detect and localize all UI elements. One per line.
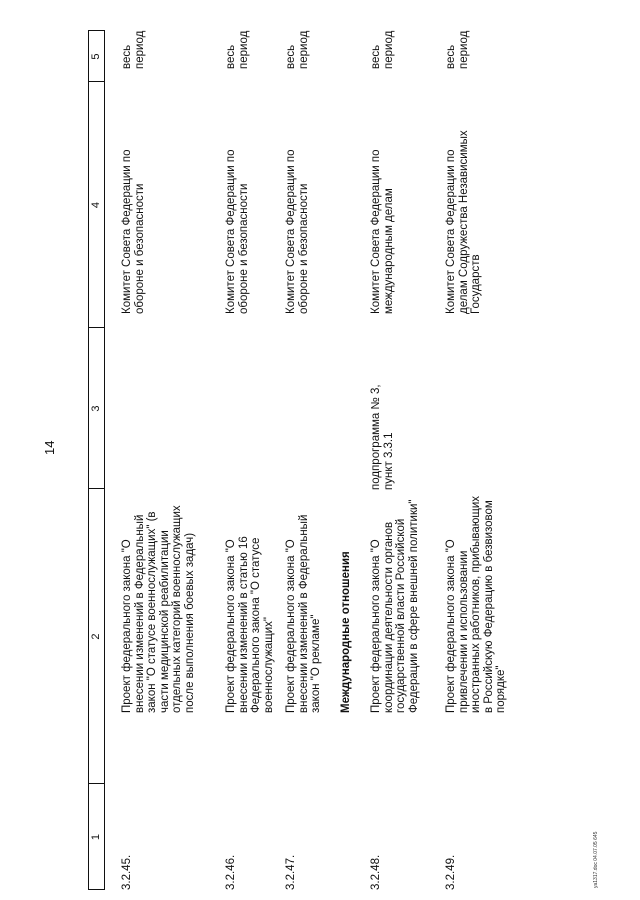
row-committee: Комитет Совета Федерации по международным делам <box>370 149 395 314</box>
row-number: 3.2.47. <box>285 854 297 890</box>
header-col-1: 1 <box>90 833 102 841</box>
section-heading: Международные отношения <box>340 551 352 713</box>
row-committee: Комитет Совета Федерации по обороне и безопасности <box>285 149 310 314</box>
row-number: 3.2.45. <box>121 854 133 890</box>
row-committee: Комитет Совета Федерации по делам Содружества Независимых Государств <box>445 130 482 314</box>
header-top-line <box>88 30 89 890</box>
row-period: весь период <box>285 30 310 69</box>
footer-code: ya1317.doc 04.07.05 645 <box>593 831 599 888</box>
row-period: весь период <box>225 30 250 69</box>
row-description: Проект федерального закона "О внесении изменений в статью 16 Федерального закона "О статусе военнослужащих" <box>225 536 275 713</box>
row-description: Проект федерального закона "О внесении изменений в Федеральный закон "О рекламе" <box>285 514 322 713</box>
header-col-4: 4 <box>90 201 102 209</box>
row-description: Проект федерального закона "О внесении изменений в Федеральный закон "О статусе военнослужащих" (в части медицинской реабилитации отдельных категорий военнослужащих после выполнения боевых задач) <box>121 505 196 713</box>
row-number: 3.2.48. <box>370 854 382 890</box>
row-number: 3.2.46. <box>225 854 237 890</box>
row-period: весь период <box>121 30 146 69</box>
row-period: весь период <box>445 30 470 69</box>
row-period: весь период <box>370 30 395 69</box>
row-committee: Комитет Совета Федерации по обороне и безопасности <box>225 149 250 314</box>
row-committee: Комитет Совета Федерации по обороне и безопасности <box>121 149 146 314</box>
header-col-5: 5 <box>90 53 102 60</box>
row-description: Проект федерального закона "О координации деятельности органов государственной власти Российской Федерации в сфере внешней политики" <box>370 499 420 713</box>
row-description: Проект федерального закона "О привлечении и использовании иностранных работников, прибывающих в Российскую Федерацию в безвизовом порядке" <box>445 495 507 713</box>
row-program: подпрограмма № 3, пункт 3.3.1 <box>370 384 395 490</box>
header-bottom-line <box>104 30 105 890</box>
row-number: 3.2.49. <box>445 854 457 890</box>
header-col-3: 3 <box>90 405 102 412</box>
page-number: 14 <box>42 440 57 455</box>
header-col-2: 2 <box>90 633 102 640</box>
